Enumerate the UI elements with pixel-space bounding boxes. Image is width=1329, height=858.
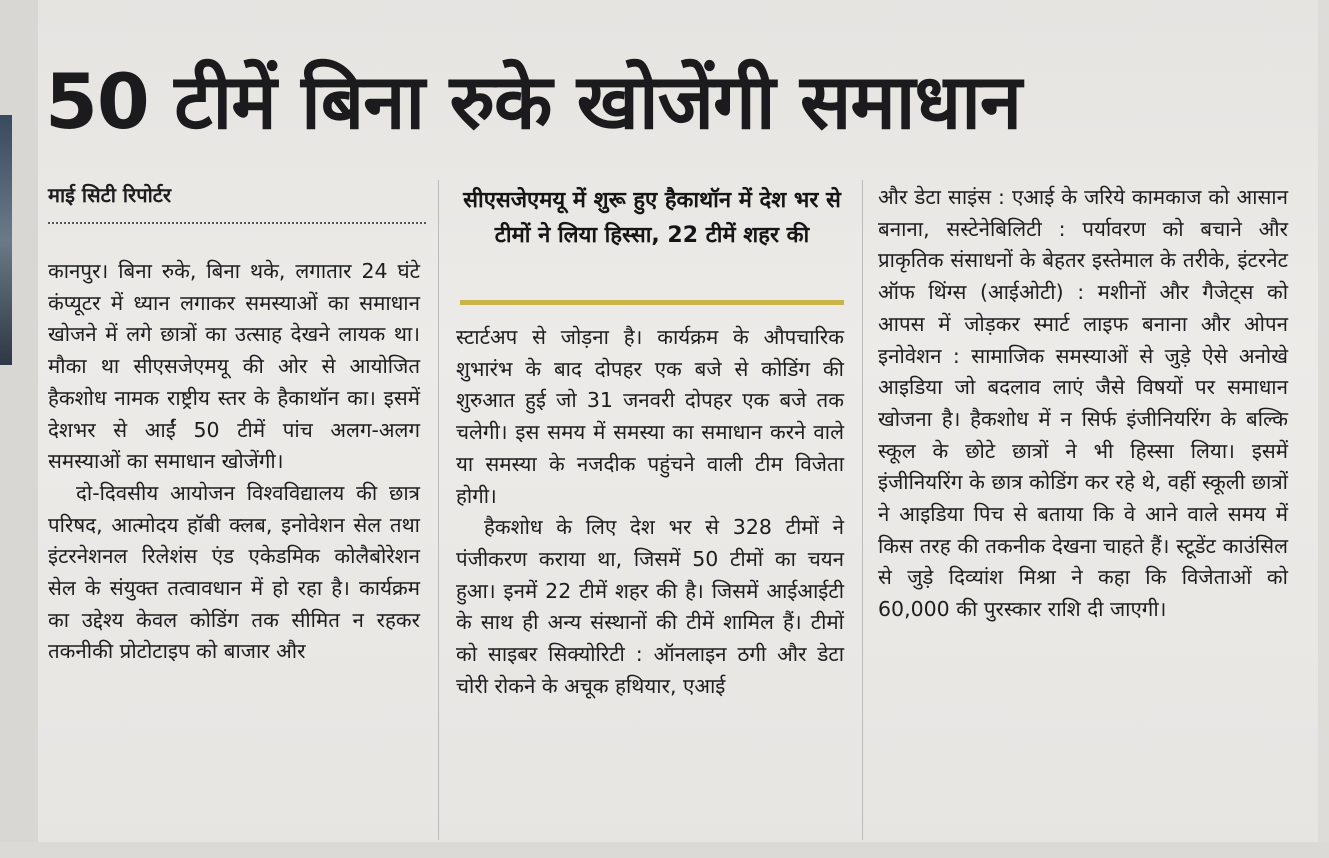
- column-2-paragraph-2: हैकशोध के लिए देश भर से 328 टीमों ने पंजीकरण कराया था, जिसमें 50 टीमों का चयन हुआ। इनमें 22 टीमें शहर की है। जिसमें आईआईटी के साथ ही अन्य संस्थानों की टीमें शामिल हैं। टीमों को साइबर सिक्योरिटी : ऑनलाइन ठगी और डेटा चोरी रोकने के अचूक हथियार, एआई: [456, 515, 844, 698]
- byline: माई सिटी रिपोर्टर: [48, 183, 172, 207]
- article-column-3: [878, 182, 1288, 626]
- column-1-paragraph-1: कानपुर। बिना रुके, बिना थके, लगातार 24 घंटे कंप्यूटर में ध्यान लगाकर समस्याओं का समाधान खोजने में लगे छात्रों का उत्साह देखने लायक था। मौका था सीएसजेएमयू की ओर से आयोजित हैकशोध नामक राष्ट्रीय स्तर के हैकाथॉन का। इसमें देशभर से आईं 50 टीमें पांच अलग-अलग समस्याओं का समाधान खोजेंगी।: [48, 259, 420, 474]
- article-column-2: [456, 322, 844, 702]
- bottom-page-edge: [0, 842, 1329, 858]
- adjacent-photo-strip: [0, 115, 12, 365]
- column-1-paragraph-2: दो-दिवसीय आयोजन विश्वविद्यालय की छात्र परिषद, आत्मोदय हॉबी क्लब, इनोवेशन सेल तथा इंटरनेशनल रिलेशंस एंड एकेडमिक कोलैबोरेशन सेल के संयुक्त तत्वावधान में हो रहा है। कार्यक्रम का उद्देश्य केवल कोडिंग तक सीमित न रहकर तकनीकी प्रोटोटाइप को बाजार और: [48, 480, 420, 664]
- column-gutter-1: [438, 180, 439, 840]
- byline-divider: [48, 222, 426, 224]
- column-3-paragraph-1: और डेटा साइंस : एआई के जरिये कामकाज को आसान बनाना, सस्टेनेबिलिटी : पर्यावरण को बचाने और प्राकृतिक संसाधनों के बेहतर इस्तेमाल के तरीके, इंटरनेट ऑफ थिंग्स (आईओटी) : मशीनों और गैजेट्स को आपस में जोड़कर स्मार्ट लाइफ बनाना और ओपन इनोवेशन : सामाजिक समस्याओं से जुड़े ऐसे अनोखे आइडिया जो बदलाव लाएं जैसे विषयों पर समाधान खोजना है। हैकशोध में न सिर्फ इंजीनियरिंग के बल्कि स्कूल के छोटे छात्रों ने भी हिस्सा लिया। इसमें इंजीनियरिंग के छात्र कोडिंग कर रहे थे, वहीं स्कूली छात्रों ने आइडिया पिच से बताया कि वे आने वाले समय में किस तरह की तकनीक देखना चाहते हैं। स्टूडेंट काउंसिल से जुड़े दिव्यांश मिश्रा ने कहा कि विजेताओं को 60,000 की पुरस्कार राशि दी जाएगी।: [878, 185, 1288, 622]
- right-page-edge: [1318, 0, 1329, 858]
- column-2-paragraph-1: स्टार्टअप से जोड़ना है। कार्यक्रम के औपचारिक शुभारंभ के बाद दोपहर एक बजे से कोडिंग की शुरुआत हुई जो 31 जनवरी दोपहर एक बजे तक चलेगी। इस समय में समस्या का समाधान करने वाले या समस्या के नजदीक पहुंचने वाली टीम विजेता होगी।: [456, 325, 844, 508]
- subheadline: सीएसजेएमयू में शुरू हुए हैकाथॉन में देश भर से टीमों ने लिया हिस्सा, 22 टीमें शहर की: [463, 188, 841, 248]
- column-gutter-2: [862, 180, 863, 840]
- article-column-1: [48, 256, 420, 668]
- headline: 50 टीमें बिना रुके खोजेंगी समाधान: [45, 57, 1022, 146]
- subheadline-underline: [460, 300, 844, 305]
